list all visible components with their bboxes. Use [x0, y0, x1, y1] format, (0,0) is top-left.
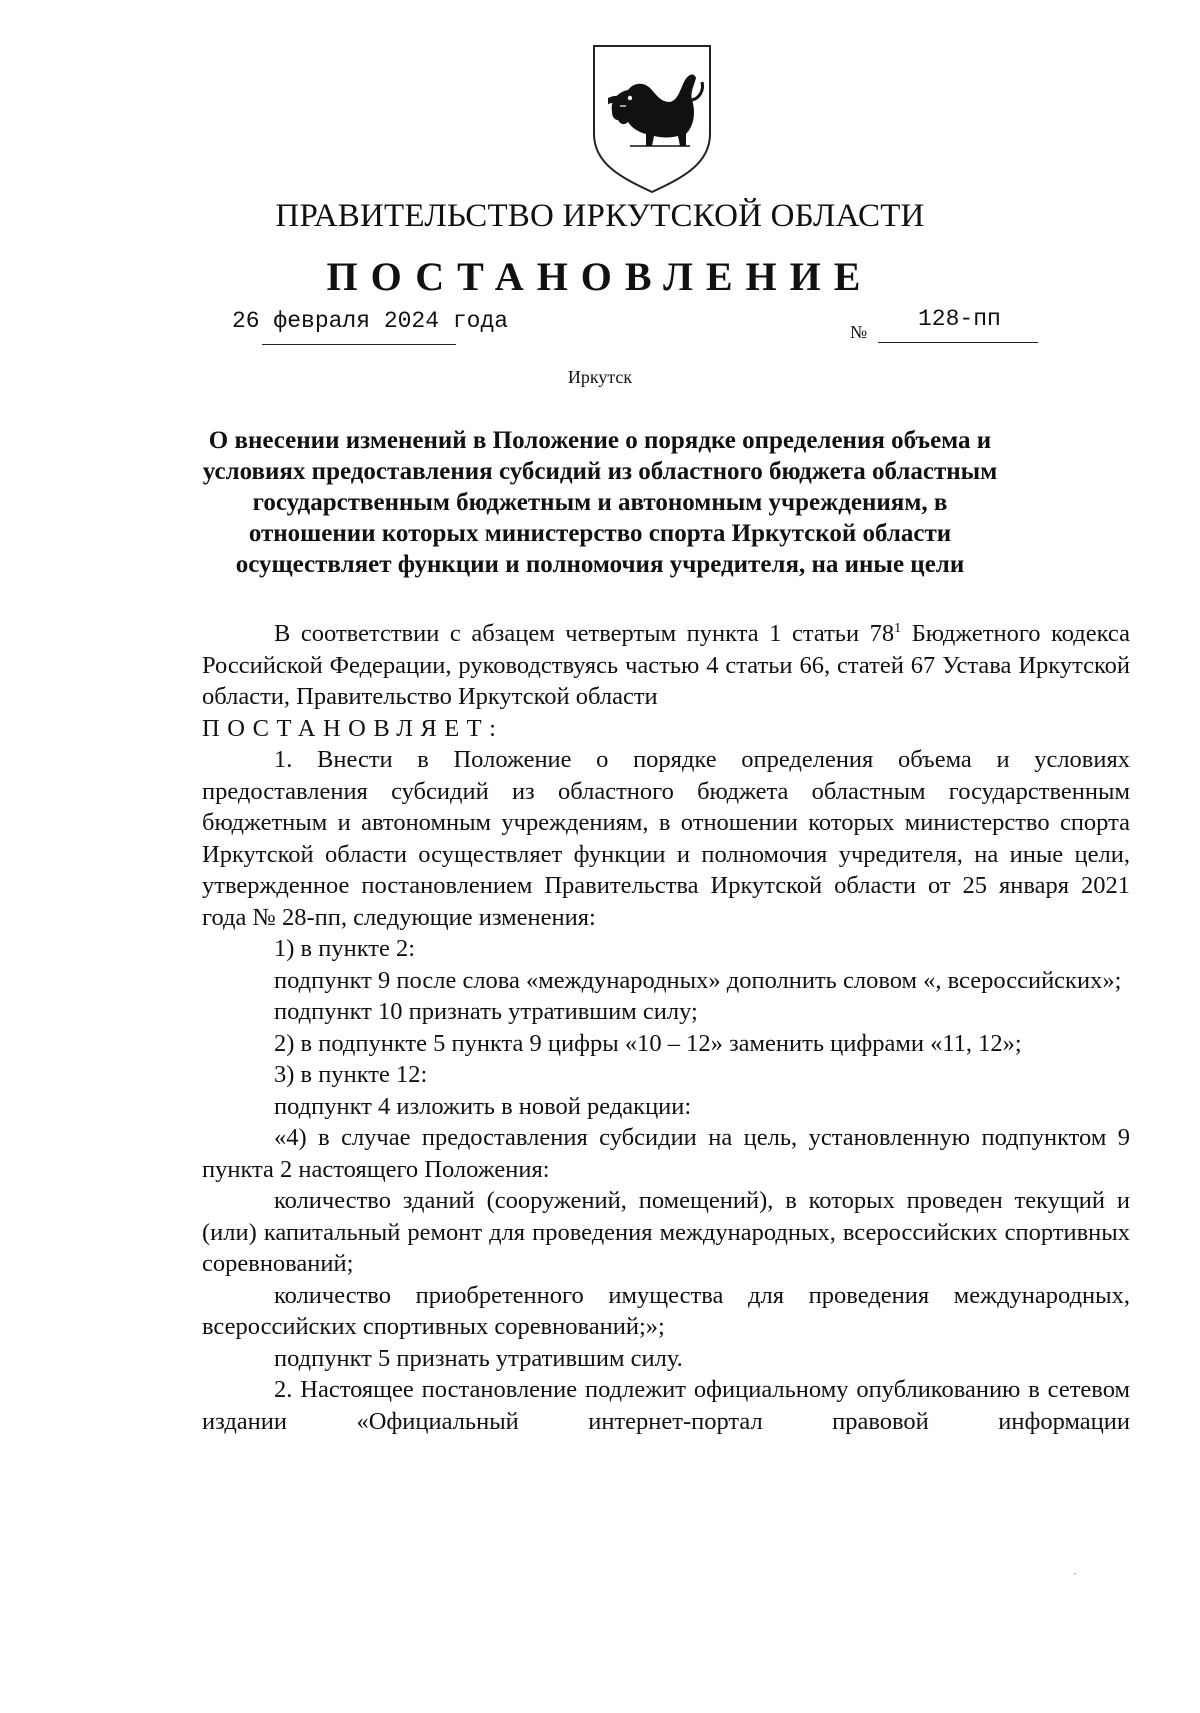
subitem-3c: количество зданий (сооружений, помещений), в которых проведен текущий и (или) капитальный ремонт для проведения международных, всероссийских спортивных соревнований; [202, 1187, 1130, 1277]
subitem-1b: подпункт 10 признать утратившим силу; [274, 998, 698, 1025]
document-number: 128-пп [918, 306, 1001, 332]
subitem-3: 3) в пункте 12: [274, 1061, 428, 1088]
scan-speck [1074, 1573, 1076, 1575]
document-city: Иркутск [567, 367, 633, 387]
government-title: ПРАВИТЕЛЬСТВО ИРКУТСКОЙ ОБЛАСТИ [275, 198, 925, 234]
preamble-superscript: 1 [894, 621, 902, 636]
subitem-3e: подпункт 5 признать утратившим силу. [274, 1344, 683, 1372]
subitem-1: 1) в пункте 2: [274, 935, 416, 962]
document-body [202, 618, 1130, 1437]
subitem-3b: «4) в случае предоставления субсидии на цель, установленную подпунктом 9 пункта 2 настоящего Положения: [202, 1124, 1130, 1183]
paragraph-1: 1. Внести в Положение о порядке определения объема и условиях предоставления субсидий из областного бюджета областным государственным бюджетным и автономным учреждениям, в отношении которых министерство спорта Иркутской области осуществляет функции и полномочия учредителя, на иные цели, утвержденное постановлением Правительства Иркутской области от 25 января 2021 года № 28-пп, следующие изменения: [202, 746, 1130, 931]
preamble-text-continued: Бюджетного кодекса Российской Федерации, руководствуясь частью 4 статьи 66, статей 67 Устава Иркутской области, Правительство Иркутской области [202, 620, 1130, 710]
document-subject: О внесении изменений в Положение о порядке определения объема и условиях предоставления субсидий из областного бюджета областным государственным бюджетным и автономным учреждениям, в отношении которых министерство спорта Иркутской области осуществляет функции и полномочия учредителя, на иные цели [202, 427, 998, 578]
paragraph-2: 2. Настоящее постановление подлежит официальному опубликованию в сетевом издании «Официальный интернет-портал правовой информации [202, 1376, 1130, 1435]
document-date: 26 февраля 2024 года [232, 308, 509, 334]
subitem-3d: количество приобретенного имущества для проведения международных, всероссийских спортивных соревнований;»; [202, 1281, 1130, 1340]
document-type: ПОСТАНОВЛЕНИЕ [326, 254, 874, 299]
number-underline [878, 342, 1038, 343]
irkutsk-coat-of-arms-icon [590, 42, 714, 194]
preamble [202, 618, 1130, 713]
resolves-heading: ПОСТАНОВЛЯЕТ: [202, 714, 504, 742]
subitem-1a: подпункт 9 после слова «международных» дополнить словом «, всероссийских»; [274, 966, 1122, 994]
preamble-text: В соответствии с абзацем четвертым пункта 1 статьи 78 [274, 620, 895, 647]
date-underline [262, 344, 456, 345]
subitem-2: 2) в подпункте 5 пункта 9 цифры «10 – 12» заменить цифрами «11, 12»; [274, 1029, 1022, 1057]
subitem-3a: подпункт 4 изложить в новой редакции: [274, 1092, 692, 1120]
number-sign: № [850, 322, 868, 342]
